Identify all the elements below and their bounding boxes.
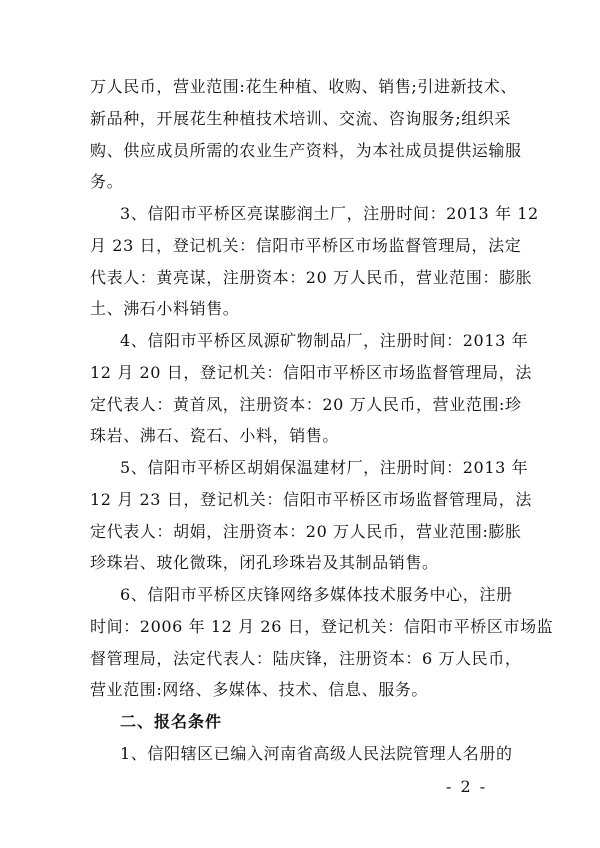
text-line: 督管理局，法定代表人：陆庆锋，注册资本：6 万人民币，: [90, 649, 522, 668]
section-heading: 二、报名条件: [120, 712, 223, 731]
text-line: 购、供应成员所需的农业生产资料，为本社成员提供运输服: [90, 141, 522, 160]
text-line: 务。: [90, 172, 124, 191]
text-line: 12 月 20 日，登记机关：信阳市平桥区市场监督管理局，法: [90, 363, 532, 382]
text-line: 珠岩、沸石、瓷石、小料，销售。: [90, 426, 340, 445]
page-number: - 2 -: [446, 777, 488, 796]
text-line: 时间：2006 年 12 月 26 日，登记机关：信阳市平桥区市场监: [90, 617, 554, 636]
text-line: 定代表人：胡娟，注册资本：20 万人民币，营业范围:膨胀: [90, 522, 522, 541]
text-line: 土、沸石小料销售。: [90, 299, 240, 318]
text-line: 代表人：黄亮谋，注册资本：20 万人民币，营业范围：膨胀: [90, 268, 533, 287]
paragraph-start-line: 5、信阳市平桥区胡娟保温建材厂，注册时间：2013 年: [120, 458, 529, 477]
text-line: 12 月 23 日，登记机关：信阳市平桥区市场监督管理局，法: [90, 490, 532, 509]
text-line: 万人民币，营业范围:花生种植、收购、销售;引进新技术、: [90, 77, 517, 96]
paragraph-start-line: 4、信阳市平桥区凤源矿物制品厂，注册时间：2013 年: [120, 331, 529, 350]
text-line: 月 23 日，登记机关：信阳市平桥区市场监督管理局，法定: [90, 236, 522, 255]
text-line: 定代表人：黄首凤，注册资本：20 万人民币，营业范围:珍: [90, 395, 522, 414]
text-line: 营业范围:网络、多媒体、技术、信息、服务。: [90, 680, 428, 699]
paragraph-start-line: 3、信阳市平桥区亮谋膨润土厂，注册时间：2013 年 12: [120, 204, 539, 223]
paragraph-start-line: 6、信阳市平桥区庆锋网络多媒体技术服务中心，注册: [120, 585, 513, 604]
text-line: 珍珠岩、玻化微珠，闭孔珍珠岩及其制品销售。: [90, 553, 439, 572]
text-line: 新品种，开展花生种植技术培训、交流、咨询服务;组织采: [90, 109, 511, 128]
paragraph-start-line: 1、信阳辖区已编入河南省高级人民法院管理人名册的: [120, 744, 513, 763]
